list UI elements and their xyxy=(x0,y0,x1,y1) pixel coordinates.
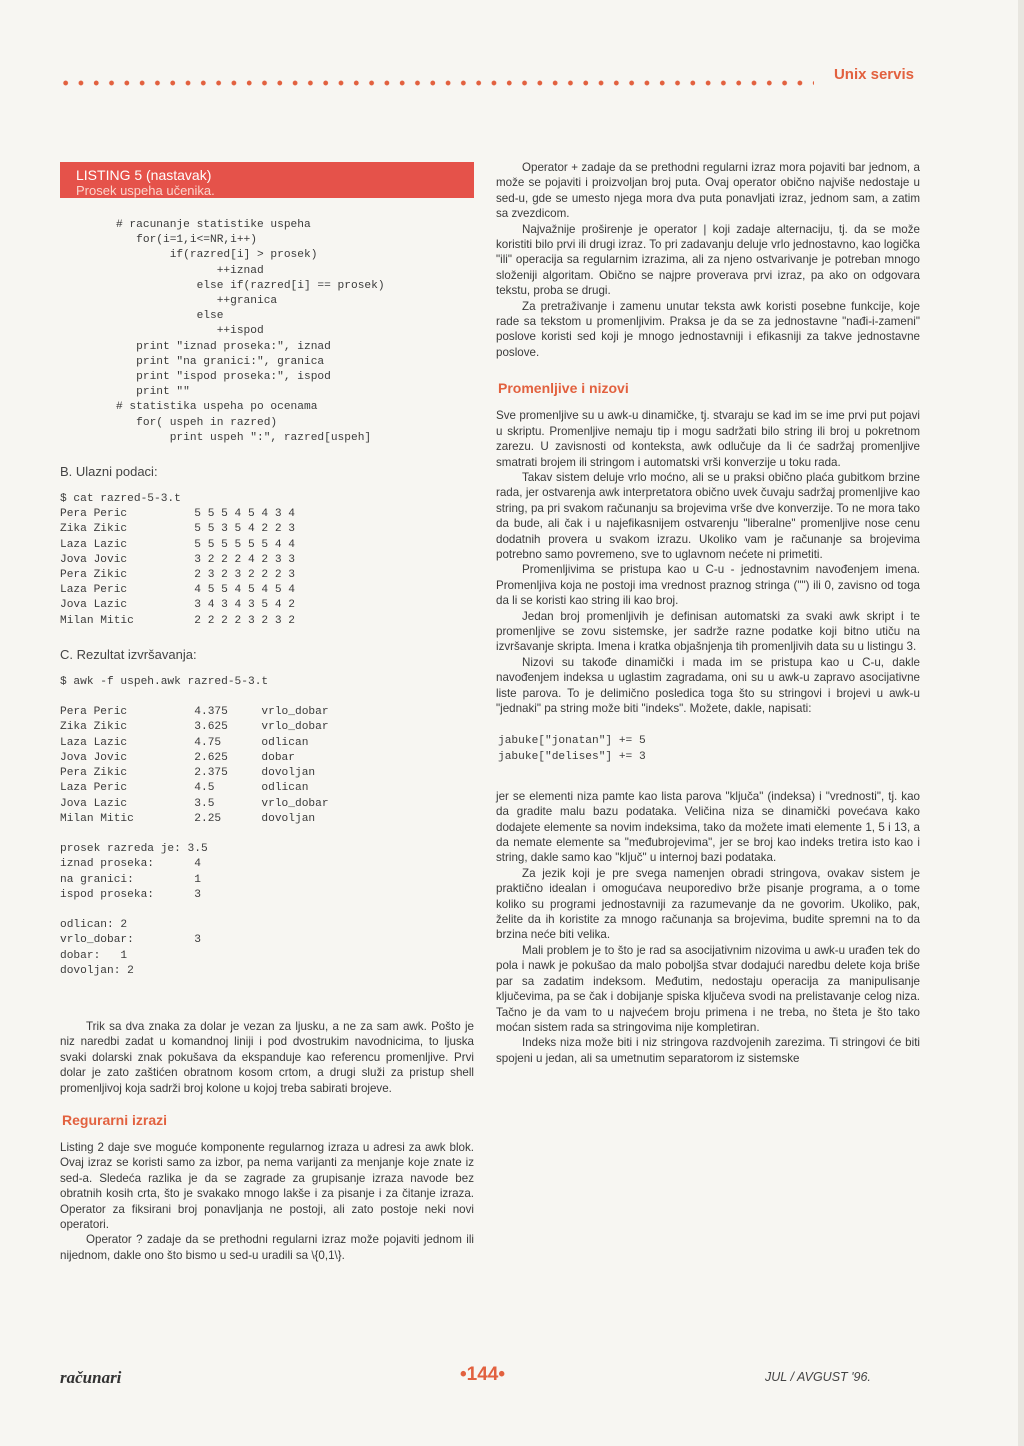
dotted-rule xyxy=(58,80,814,86)
label-input-data: B. Ulazni podaci: xyxy=(60,464,158,480)
code-array-example: jabuke["jonatan"] += 5 jabuke["delises"] += 3 xyxy=(498,735,646,763)
code-input-data: $ cat razred-5-3.t Pera Peric 5 5 5 4 5 4 3 4 Zika Zikic 5 5 3 5 4 2 2 3 Laza Lazic 5 5 5 5 5 5 4 4 Jova Jovic 3 2 2 2 4 2 3 3 Pera Zikic 2 3 2 3 2 2 2 3 Laza Peric 4 5 5 4 5 4 5 4 Jova Lazic 3 4 3 4 3 5 4 2 Milan Mitic 2 2 2 2 3 2 3 2 xyxy=(60,493,295,627)
left-body xyxy=(60,1019,474,1263)
magazine-brand: računari xyxy=(60,1368,122,1387)
issue-date: JUL / AVGUST '96. xyxy=(765,1370,871,1384)
paragraph: Za pretraživanje i zamenu unutar teksta awk koristi posebne funkcije, koje rade sa tekstom u promenljivim. Praksa je da se za jednostavne "nađi-i-zameni" poslove koristi sed koji je mnogo jednostavniji i efikasniji za takve jednostavne poslove. xyxy=(496,299,920,359)
page-number: •144• xyxy=(460,1364,506,1385)
right-column xyxy=(496,160,920,1066)
paragraph: Sve promenljive su u awk-u dinamičke, tj. stvaraju se kad im se ime prvi put pojavi u skriptu. Promenljive nemaju tip i mogu sadržati bilo string ili broj u pokretnom zarezu. U zavisnosti od konteksta, awk odlučuje da li će sadržaj promenljive smatrati brojem ili stringom i automatski vrši konverzije u toku rada. xyxy=(496,409,920,469)
paragraph: Mali problem je to što je rad sa asocijativnim nizovima u awk-u urađen tek do pola i nawk je pokušao da malo poboljša stvar dodajući naredbu delete koja briše par sa zadatim indeksom. Međutim, nedostaju operacija za manipulisanje ključevima, pa se čak i dobijanje spiska ključeva svodi na prelistavanje celog niza. Tačno je da vam to u najvećem broju primena i ne treba, no šteta je što tako moćan sistem rada sa stringovima nije kompletiran. xyxy=(496,943,920,1034)
listing-subtitle: Prosek uspeha učenika. xyxy=(76,183,215,198)
paragraph: Operator + zadaje da se prethodni regularni izraz mora pojaviti bar jednom, a može se pojaviti i proizvoljan broj puta. Ovaj operator obično najviše nedostaje u sed-u, gde se umesto njega mora dva puta ponavljati izraz, jednom sam, a zatim sa zvezdicom. xyxy=(496,161,920,221)
paragraph: Nizovi su takođe dinamički i mada im se pristupa kao u C-u, dakle navođenjem indeksa u uglastim zagradama, oni su u awk-u zapravo asocijativne liste parova. To je delimično posledica toga što su stringovi i brojevi u awk-u "jednaki" pa string može biti "indeks". Možete, dakle, napisati: xyxy=(496,655,920,715)
paragraph: Operator ? zadaje da se prethodni regularni izraz može pojaviti jednom ili nijednom, dakle ono što bismo u sed-u uradili sa \{0,1\}. xyxy=(60,1233,474,1262)
code-listing-main: # racunanje statistike uspeha for(i=1,i<=NR,i++) if(razred[i] > prosek) ++iznad else if(razred[i] == prosek) ++granica else ++ispod print "iznad proseka:", iznad print "na granici:", granica print "ispod proseka:", ispod print "" # statistika uspeha po ocenama for( uspeh in razred) print uspeh ":", razred[uspeh] xyxy=(116,219,385,444)
paragraph: Promenljivima se pristupa kao u C-u - jednostavnim navođenjem imena. Promenljiva koja ne postoji ima vrednost praznog stringa ("") ili 0, zavisno od toga da li se koristi kao string ili kao broj. xyxy=(496,563,920,608)
paragraph: Listing 2 daje sve moguće komponente regularnog izraza u adresi za awk blok. Ovaj izraz se koristi samo za izbor, pa nema varijanti za menjanje koje znate iz sed-a. Sledeća razlika je da se zagrade za grupisanje izraza navode bez obratnih kosih crta, što je svakako mnogo lakše i za pisanje i za čitanje izraza. Operator za fiksirani broj ponavljanja ne postoji, ali zato postoje neki novi operatori. xyxy=(60,1140,474,1231)
listing-header xyxy=(60,162,474,198)
listing-title: LISTING 5 (nastavak) xyxy=(76,167,212,183)
heading-variables: Promenljive i nizovi xyxy=(498,380,629,397)
section-name: Unix servis xyxy=(833,66,914,83)
left-column xyxy=(60,162,474,1263)
paragraph: Za jezik koji je pre svega namenjen obradi stringova, ovakav sistem je praktično idealan i omogućava neuporedivo brže pisanje programa, a o tome koliko su programi jednostavniji za razumevanje da ne govorim. Ukoliko, pak, želite da ih koristite za mnogo računanja sa brojevima, budite spremni na to da brzina neće biti velika. xyxy=(496,866,920,942)
code-execution-output: $ awk -f uspeh.awk razred-5-3.t Pera Peric 4.375 vrlo_dobar Zika Zikic 3.625 vrlo_dobar Laza Lazic 4.75 odlican Jova Jovic 2.625 dobar Pera Zikic 2.375 dovoljan Laza Peric 4.5 odlican Jova Lazic 3.5 vrlo_dobar Milan Mitic 2.25 dovoljan prosek razreda je: 3.5 iznad proseka: 4 na granici: 1 ispod proseka: 3 odlican: 2 vrlo_dobar: 3 dobar: 1 dovoljan: 2 xyxy=(60,675,329,977)
label-execution-result: C. Rezultat izvršavanja: xyxy=(60,646,197,662)
paragraph: Najvažnije proširenje je operator | koji zadaje alternaciju, tj. da se može koristiti bilo prvi ili drugi izraz. To pri zadavanju deluje vrlo jednostavno, kao logička "ili" operacija sa regularnim izrazima, ali za njeno ostvarivanje je potreban mnogo složeniji algoritam. Obično se najpre proverava prvi izraz, pa ako on odgovara tekstu, proba se drugi. xyxy=(496,222,920,298)
heading-regex: Regurarni izrazi xyxy=(62,1111,168,1128)
paragraph: Indeks niza može biti i niz stringova razdvojenih zarezima. Ti stringovi će biti spojeni u jedan, ali sa umetnutim separatorom iz sistemske xyxy=(496,1036,920,1065)
paragraph: Takav sistem deluje vrlo moćno, ali se u praksi obično plaća gubitkom brzine rada, jer ostvarenja awk interpretatora obično uvek čuvaju sadržaj promenljive kao string, pa pri svakom računanju sa brojevima vrše dve konverzije. To ne mora tako da bude, ali čak i u najefikasnijem ostvarenju "liberalne" promenljive nose cenu dodatnih provera u svakom izrazu. Ukoliko vam je računanje sa brojevima potrebno samo povremeno, sve to uglavnom nećete ni primetiti. xyxy=(496,470,920,561)
paragraph: jer se elementi niza pamte kao lista parova "ključa" (indeksa) i "vrednosti", tj. kao da gradite malu bazu podataka. Veličina niza se dinamički povećava kako dodajete elemente sa novim indeksima, tako da možete imati elemente 1, 5 i 13, a da nemate elemente sa "međubrojevima", jer se broj kao indeks tretira isto kao i string, dakle samo kao "ključ" u internoj bazi podataka. xyxy=(496,789,920,865)
paragraph: Jedan broj promenljivih je definisan automatski za svaki awk skript i te promenljive se zovu sistemske, jer sadrže razne podatke koji bitno utiču na izvršavanje skripta. Imena i kratka objašnjenja tih promenljivih data su u listingu 3. xyxy=(496,609,920,654)
page-edge xyxy=(1018,0,1024,1446)
paragraph: Trik sa dva znaka za dolar je vezan za ljusku, a ne za sam awk. Pošto je niz naredbi zadat u komandnoj liniji i pod dvostrukim navodnicima, to ljuska svaki dolarski znak pokušava da ekspanduje kao referencu promenljive. Prvi dolar je zato zaštićen obratnom kosom crtom, a drugi služi za pristup shell promenljivoj koja sadrži broj kolone u kojoj treba sabirati brojeve. xyxy=(60,1019,474,1095)
running-header xyxy=(58,60,914,90)
